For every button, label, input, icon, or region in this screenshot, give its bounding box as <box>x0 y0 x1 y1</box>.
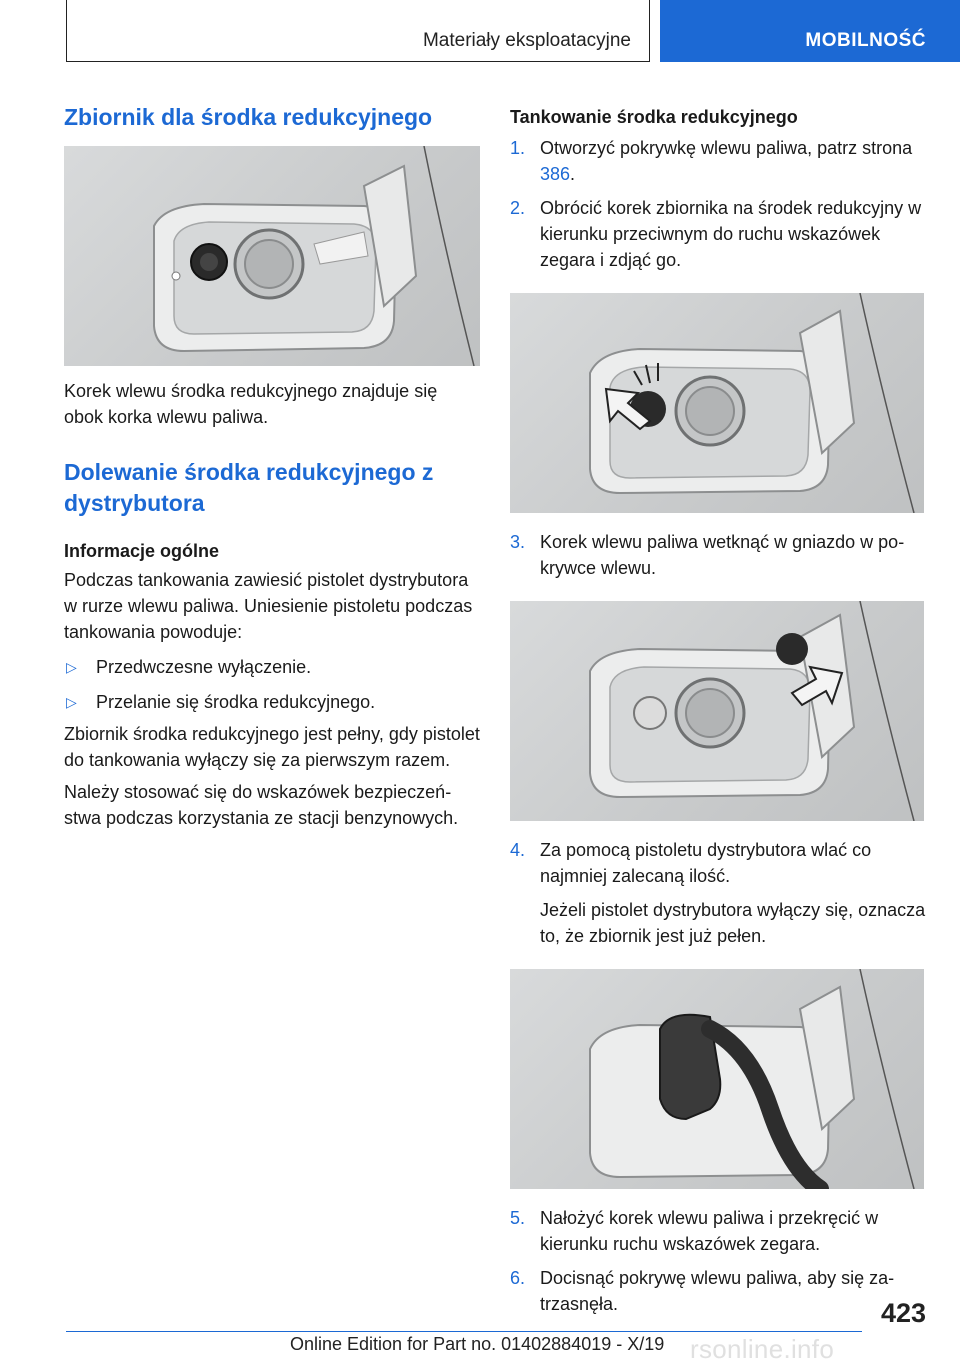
step-item <box>510 1265 926 1317</box>
page-link[interactable]: 386 <box>540 164 571 184</box>
step-text: Za pomocą pistoletu dystrybutora wlać co najmniej zalecaną ilość. <box>540 840 872 886</box>
step-item <box>510 529 926 581</box>
footer-divider <box>66 1331 862 1332</box>
step-number: 6. <box>510 1268 526 1288</box>
bullet-text: Przelanie się środka redukcyjnego. <box>96 692 376 712</box>
step-text: Korek wlewu paliwa wetknąć w gniazdo w pokrywce wlewu. <box>540 532 905 578</box>
paragraph-safety: Należy stosować się do wskazówek bezpieczeństwa podczas korzystania ze stacji benzynowych. <box>64 782 459 828</box>
paragraph-tank-full: Zbiornik środka redukcyjnego jest pełny, gdy pistolet do tankowania wyłączy się za pierwszym razem. <box>64 724 480 770</box>
heading-reductant-tank: Zbiornik dla środka redukcyjnego <box>64 104 433 130</box>
page-number: 423 <box>880 1298 926 1328</box>
footer-edition: Online Edition for Part no. 01402884019 - X/19 <box>290 1334 665 1354</box>
store-cap-illustration <box>510 601 924 821</box>
step-text: Nałożyć korek wlewu paliwa i przekręcić w kierunku ruchu wskazówek zegara. <box>540 1208 879 1254</box>
image-nozzle-filling <box>510 969 924 1189</box>
step-text: Docisnąć pokrywę wlewu paliwa, aby się zatrzasnęła. <box>540 1268 895 1314</box>
fuel-flap-illustration <box>64 146 480 366</box>
right-column <box>510 104 926 1317</box>
step-number: 5. <box>510 1208 526 1228</box>
step-number: 3. <box>510 532 526 552</box>
step-item <box>510 135 926 187</box>
subheading-general-info: Informacje ogólne <box>64 541 220 561</box>
paragraph-general-info: Podczas tankowania zawiesić pistolet dystrybutora w rurze wlewu paliwa. Uniesienie pistoletu podczas tankowania powoduje: <box>64 570 473 642</box>
watermark: rsonline.info <box>690 1334 835 1364</box>
step-item <box>510 195 926 273</box>
step-item <box>510 837 926 949</box>
nozzle-illustration <box>510 969 924 1189</box>
step-text: Obrócić korek zbiornika na środek redukcyjny w kierunku przeciwnym do ruchu wskazówek zegara i zdjąć go. <box>540 198 922 270</box>
bullet-item <box>64 689 480 715</box>
step-text-end: . <box>570 164 576 184</box>
step-number: 4. <box>510 840 526 860</box>
chapter-tab-label: MOBILNOŚĆ <box>805 30 926 51</box>
step-note: Jeżeli pistolet dystrybutora wyłączy się, oznacza to, że zbiornik jest już pełen. <box>540 900 926 946</box>
image-fuel-flap-overview <box>64 146 480 366</box>
remove-cap-illustration <box>510 293 924 513</box>
bullet-item <box>64 654 480 680</box>
paragraph-cap-location: Korek wlewu środka redukcyjnego znajduje się obok korka wlewu paliwa. <box>64 381 438 427</box>
chapter-tab[interactable] <box>660 0 960 62</box>
bullet-marker-icon: ▷ <box>66 659 77 675</box>
bullet-marker-icon: ▷ <box>66 694 77 710</box>
bullet-text: Przedwczesne wyłączenie. <box>96 657 312 677</box>
heading-refill-from-pump: Dolewanie środka redukcyjnego z dystrybutora <box>64 459 434 516</box>
section-title: Materiały eksploatacyjne <box>422 30 631 51</box>
image-remove-cap <box>510 293 924 513</box>
left-column <box>64 102 480 831</box>
subheading-refilling: Tankowanie środka redukcyjnego <box>510 107 798 127</box>
step-number: 2. <box>510 198 526 218</box>
image-store-cap <box>510 601 924 821</box>
step-item <box>510 1205 926 1257</box>
step-number: 1. <box>510 138 526 158</box>
header-box <box>66 0 650 62</box>
step-text: Otworzyć pokrywkę wlewu paliwa, patrz strona <box>540 138 913 158</box>
